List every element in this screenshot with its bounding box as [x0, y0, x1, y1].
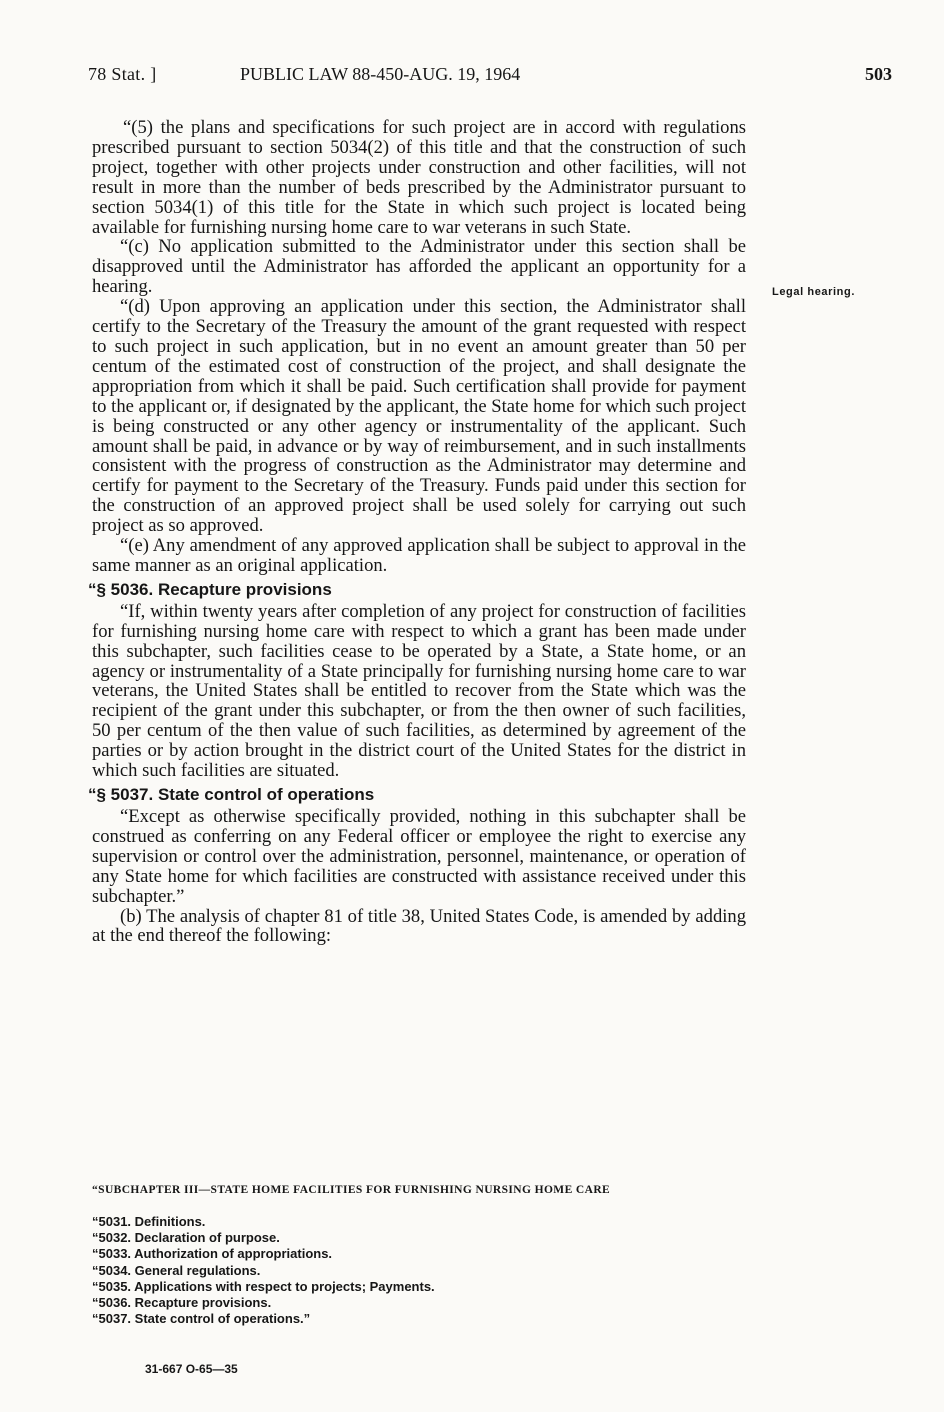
print-code-footer: 31-667 O-65—35 — [145, 1362, 238, 1376]
paragraph-d: “(d) Upon approving an application under this section, the Administrator shall certify to the Secretary of the Treasury the amount of the grant requested with respect to such project in such application, but in no event an amount greater than 50 per centum of the estimated cost of construction of the project, and shall designate the appropriation from which it shall be paid. Such certification shall provide for payment to the applicant or, if designated by the applicant, the State home for which such project is being constructed or any other agency or instrumentality of the applicant. Such amount shall be paid, in advance or by way of reimbursement, and in such installments consistent with the progress of construction as the Administrator may determine and certify for payment to the Secretary of the Treasury. Funds paid under this section for the construction of an approved project shall be used solely for carrying out such project as so approved. — [92, 296, 746, 537]
subchapter-title: “SUBCHAPTER III—STATE HOME FACILITIES FOR FURNISHING NURSING HOME CARE — [92, 1184, 611, 1196]
section-heading-5036: “§ 5036. Recapture provisions — [88, 579, 332, 599]
paragraph-5: “(5) the plans and specifications for such project are in accord with regulations prescribed pursuant to section 5034(2) of this title and that the construction of such project, together with other projects under construction and other facilities, will not result in more than the number of beds prescribed by the Administrator pursuant to section 5034(1) of this title for the State in which such project is located being available for furnishing nursing home care to war veterans in such State. — [92, 117, 746, 238]
section-heading-5037: “§ 5037. State control of operations — [88, 785, 375, 804]
body-text — [88, 117, 746, 947]
paragraph-5036: “If, within twenty years after completion of any project for construction of facilities for furnishing nursing home care with respect to which a grant has been made under this subchapter, such facilities cease to be operated by a State, a State home, or an agency or instrumentality of a State principally for furnishing nursing home care to war veterans, the United States shall be entitled to recover from the State which was the recipient of the grant under this subchapter, or from the then owner of such facilities, 50 per centum of the then value of such facilities, as determined by agreement of the parties or by action brought in the district court of the United States for the district in which such facilities are situated. — [92, 600, 746, 782]
toc-item: “5031. Definitions. — [92, 1214, 206, 1229]
margin-note-legal-hearing: Legal hearing. — [772, 286, 855, 298]
toc-item: “5034. General regulations. — [92, 1262, 261, 1278]
paragraph-c: “(c) No application submitted to the Administrator under this section shall be disapproved until the Administrator has afforded the applicant an opportunity for a hearing. — [92, 236, 746, 298]
table-of-contents — [92, 1214, 652, 1327]
toc-item: “5035. Applications with respect to projects; Payments. — [92, 1278, 435, 1294]
law-title: PUBLIC LAW 88-450-AUG. 19, 1964 — [240, 64, 521, 84]
paragraph-e: “(e) Any amendment of any approved application shall be subject to approval in the same manner as an original application. — [92, 535, 746, 576]
toc-item: “5033. Authorization of appropriations. — [92, 1246, 333, 1262]
paragraph-b: (b) The analysis of chapter 81 of title 38, United States Code, is amended by adding at the end thereof the following: — [92, 905, 746, 947]
page-header — [88, 64, 892, 94]
paragraph-5037: “Except as otherwise specifically provided, nothing in this subchapter shall be construed as conferring on any Federal officer or employee the right to exercise any supervision or control over the administration, personnel, maintenance, or operation of any State home for which facilities are constructed with assistance received under this subchapter.” — [92, 806, 746, 907]
page-number: 503 — [865, 64, 892, 84]
statute-reference: 78 Stat. ] — [88, 64, 157, 84]
toc-item: “5037. State control of operations.” — [92, 1311, 311, 1327]
toc-item: “5036. Recapture provisions. — [92, 1295, 272, 1311]
toc-item: “5032. Declaration of purpose. — [92, 1230, 280, 1246]
